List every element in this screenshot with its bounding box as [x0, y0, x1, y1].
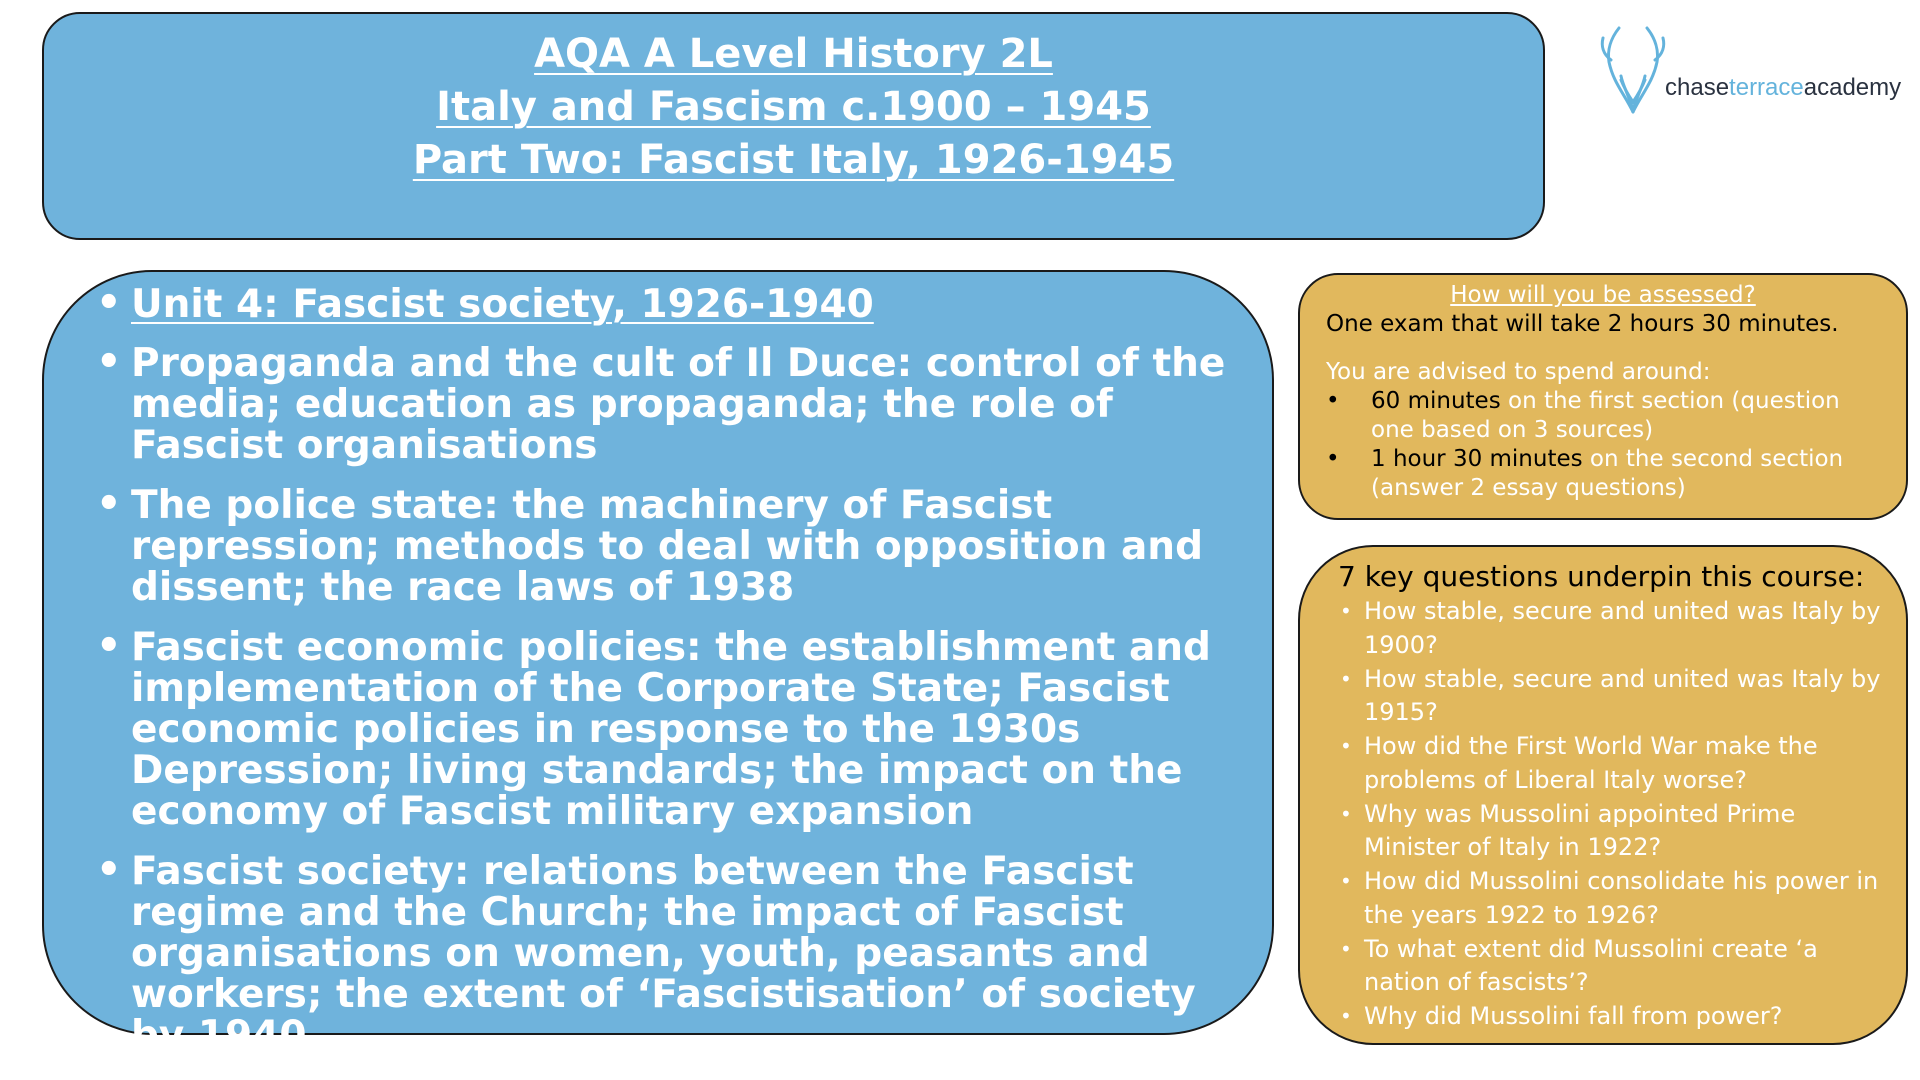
- time-allocation-item: [1326, 445, 1880, 503]
- key-question-item: • How stable, secure and united was Italy by 1900?: [1338, 595, 1886, 662]
- topic-item: • Fascist society: relations between the Fascist regime and the Church; the impact of Fascist organisations on women, youth, peasants and workers; the extent of ‘Fascistisation’ of society by 1940: [96, 851, 1242, 1056]
- time-detail: on the second section (answer 2 essay questions): [1371, 446, 1844, 501]
- time-amount: 60 minutes: [1371, 388, 1501, 414]
- topic-list: [96, 284, 1242, 1056]
- key-questions-panel: [1298, 545, 1908, 1045]
- course-title: AQA A Level History 2L: [534, 31, 1053, 77]
- assessment-panel: [1298, 273, 1908, 520]
- topic-item: • The police state: the machinery of Fascist repression; methods to deal with opposition and dissent; the race laws of 1938: [96, 485, 1242, 608]
- time-amount: 1 hour 30 minutes: [1371, 446, 1583, 472]
- key-question-item: • Why did Mussolini fall from power?: [1338, 1000, 1886, 1034]
- key-questions-heading: 7 key questions underpin this course:: [1338, 560, 1865, 593]
- school-name: chaseterraceacademy: [1665, 74, 1902, 101]
- key-question-item: • How stable, secure and united was Italy by 1915?: [1338, 663, 1886, 730]
- course-part: Part Two: Fascist Italy, 1926-1945: [412, 137, 1175, 183]
- title-banner: [42, 12, 1545, 240]
- unit-title: • Unit 4: Fascist society, 1926-1940: [96, 284, 1242, 325]
- key-question-item: • To what extent did Mussolini create ‘a nation of fascists’?: [1338, 933, 1886, 1000]
- exam-summary: One exam that will take 2 hours 30 minutes.: [1326, 311, 1839, 337]
- assessment-heading: How will you be assessed?: [1450, 282, 1756, 308]
- time-detail: on the first section (question one based on 3 sources): [1371, 388, 1840, 443]
- time-allocation-item: [1326, 387, 1880, 445]
- time-allocation-list: [1326, 387, 1880, 503]
- key-question-item: • How did the First World War make the problems of Liberal Italy worse?: [1338, 730, 1886, 797]
- topic-item: • Fascist economic policies: the establishment and implementation of the Corporate State; Fascist economic policies in response to the 1930s Depression; living standards; the impact on the economy of Fascist military expansion: [96, 627, 1242, 832]
- antler-crest-icon: [1595, 20, 1675, 120]
- course-subtitle: Italy and Fascism c.1900 – 1945: [436, 84, 1151, 130]
- topic-item: • Propaganda and the cult of Il Duce: control of the media; education as propaganda; the role of Fascist organisations: [96, 343, 1242, 466]
- key-questions-list: [1338, 595, 1886, 1034]
- key-question-item: • Why was Mussolini appointed Prime Minister of Italy in 1922?: [1338, 798, 1886, 865]
- school-logo: [1595, 20, 1905, 125]
- key-question-item: • How did Mussolini consolidate his power in the years 1922 to 1926?: [1338, 865, 1886, 932]
- advice-text: You are advised to spend around:: [1326, 359, 1711, 385]
- unit-content-panel: [42, 270, 1274, 1058]
